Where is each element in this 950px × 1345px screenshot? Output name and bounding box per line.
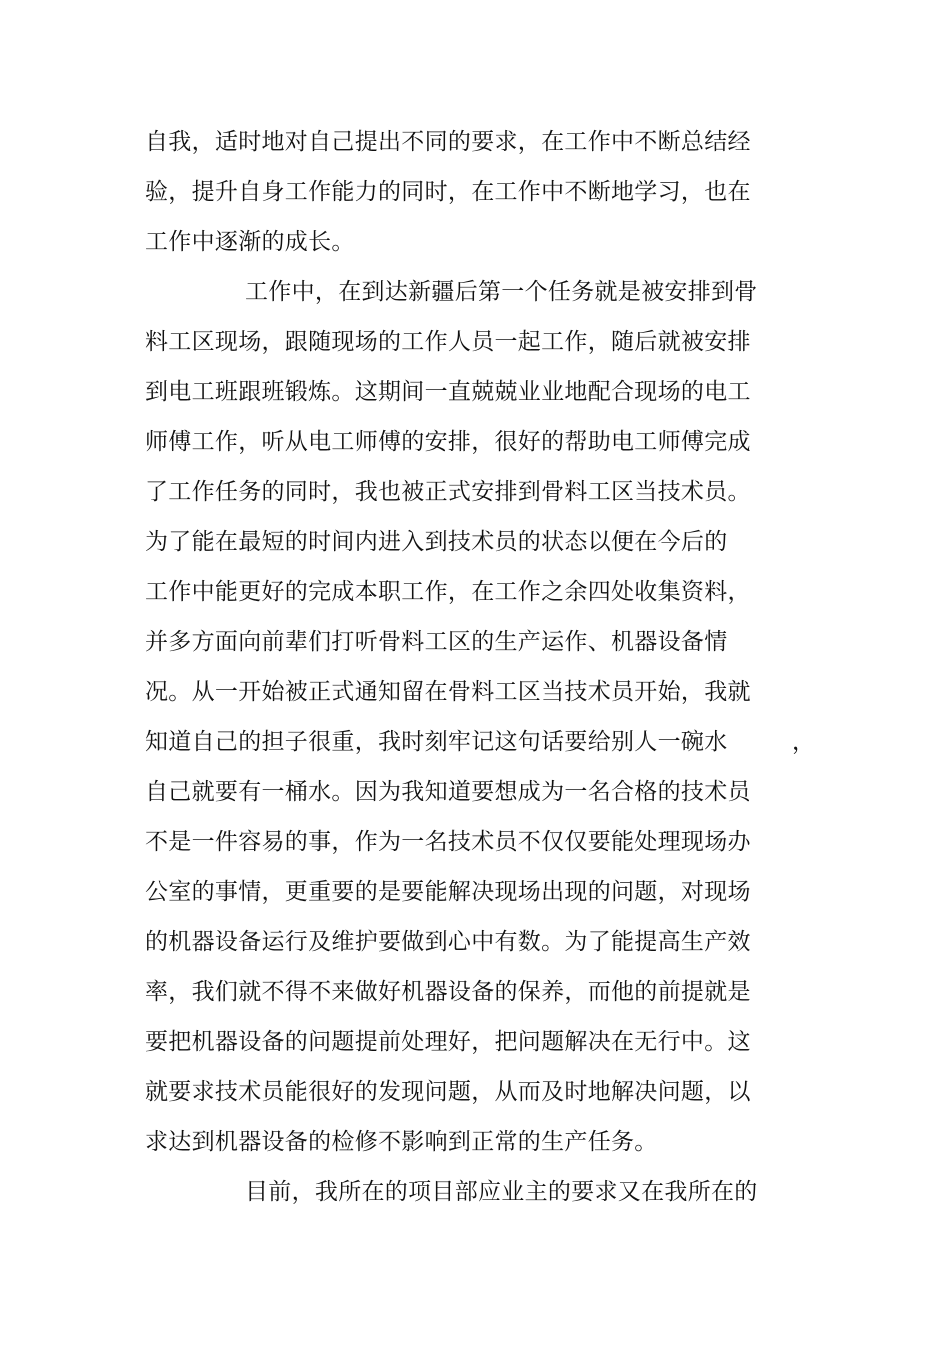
text-line-5: 料工区现场，跟随现场的工作人员一起工作，随后就被安排 — [145, 329, 751, 355]
text-line-19: 要把机器设备的问题提前处理好，把问题解决在无行中。这 — [145, 1029, 751, 1055]
text-line-10: 工作中能更好的完成本职工作，在工作之余四处收集资料， — [145, 579, 751, 605]
text-line-6: 到电工班跟班锻炼。这期间一直兢兢业业地配合现场的电工 — [145, 379, 751, 405]
text-line-2: 验，提升自身工作能力的同时，在工作中不断地学习，也在 — [145, 179, 751, 205]
paragraph-start-line-2: 目前，我所在的项目部应业主的要求又在我所在的 — [245, 1179, 758, 1205]
stray-comma: ， — [792, 729, 815, 755]
text-line-12: 况。从一开始被正式通知留在骨料工区当技术员开始，我就 — [145, 679, 751, 705]
text-line-11: 并多方面向前辈们打听骨料工区的生产运作、机器设备情 — [145, 629, 728, 655]
text-line-18: 率，我们就不得不来做好机器设备的保养，而他的前提就是 — [145, 979, 751, 1005]
text-line-21: 求达到机器设备的检修不影响到正常的生产任务。 — [145, 1129, 658, 1155]
text-line-3: 工作中逐渐的成长。 — [145, 229, 355, 255]
text-line-17: 的机器设备运行及维护要做到心中有数。为了能提高生产效 — [145, 929, 751, 955]
text-line-13: 知道自己的担子很重，我时刻牢记这句话要给别人一碗水 — [145, 729, 728, 755]
text-line-7: 师傅工作，听从电工师傅的安排，很好的帮助电工师傅完成 — [145, 429, 751, 455]
text-line-16: 公室的事情，更重要的是要能解决现场出现的问题，对现场 — [145, 879, 751, 905]
text-line-20: 就要求技术员能很好的发现问题，从而及时地解决问题，以 — [145, 1079, 751, 1105]
paragraph-start-line: 工作中，在到达新疆后第一个任务就是被安排到骨 — [245, 279, 758, 305]
text-line-14: 自己就要有一桶水。因为我知道要想成为一名合格的技术员 — [145, 779, 751, 805]
text-line-1: 自我，适时地对自己提出不同的要求，在工作中不断总结经 — [145, 129, 751, 155]
text-line-8: 了工作任务的同时，我也被正式安排到骨料工区当技术员。 — [145, 479, 751, 505]
text-line-9: 为了能在最短的时间内进入到技术员的状态以便在今后的 — [145, 529, 728, 555]
text-line-15: 不是一件容易的事，作为一名技术员不仅仅要能处理现场办 — [145, 829, 751, 855]
